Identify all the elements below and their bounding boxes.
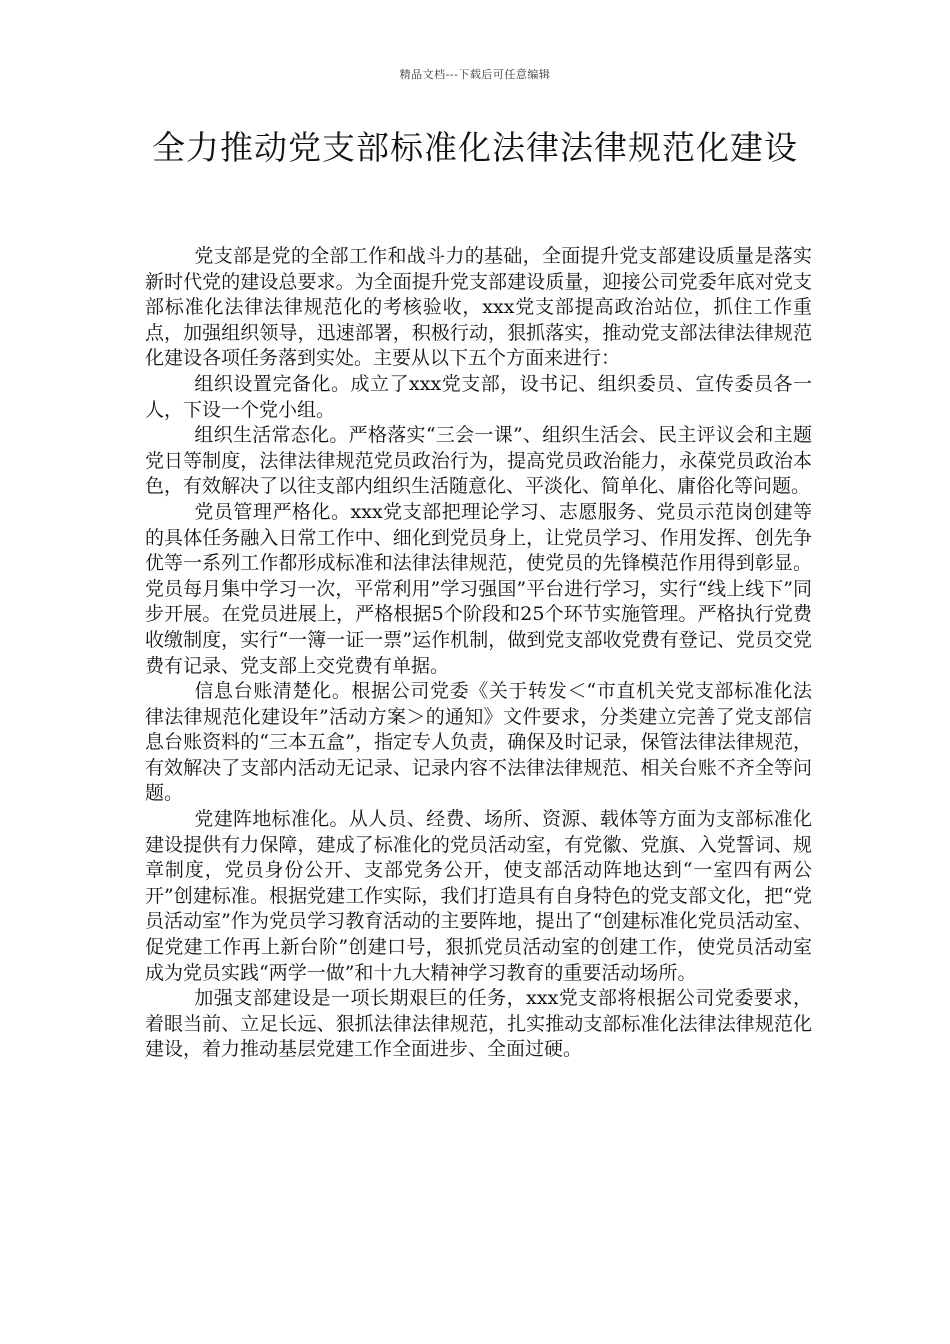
document-title: 全力推动党支部标准化法律法律规范化建设 bbox=[152, 128, 798, 167]
paragraph-conclusion: 加强支部建设是一项长期艰巨的任务，xxx党支部将根据公司党委要求，着眼当前、立足长远、狠抓法律法律规范，扎实推动支部标准化法律法律规范化建设，着力推动基层党建工作全面进步、全面过硬。 bbox=[145, 987, 812, 1061]
header-note: 精品文档---下载后可任意编辑 bbox=[399, 68, 551, 81]
document-body bbox=[145, 244, 812, 1063]
paragraph-intro: 党支部是党的全部工作和战斗力的基础，全面提升党支部建设质量是落实新时代党的建设总要求。为全面提升党支部建设质量，迎接公司党委年底对党支部标准化法律法律规范化的考核验收，xxx党支部提高政治站位，抓住工作重点，加强组织领导，迅速部署，积极行动，狠抓落实，推动党支部法律法律规范化建设各项任务落到实处。主要从以下五个方面来进行： bbox=[145, 245, 812, 370]
paragraph-organization-setup: 组织设置完备化。成立了xxx党支部，设书记、组织委员、宣传委员各一人，下设一个党小组。 bbox=[145, 372, 812, 421]
paragraph-activity-base: 党建阵地标准化。从人员、经费、场所、资源、载体等方面为支部标准化建设提供有力保障，建成了标准化的党员活动室，有党徽、党旗、入党誓词、规章制度，党员身份公开、支部党务公开，使支部活动阵地达到“一室四有两公开”创建标准。根据党建工作实际，我们打造具有自身特色的党支部文化，把“党员活动室”作为党员学习教育活动的主要阵地，提出了“创建标准化党员活动室、促党建工作再上新台阶”创建口号，狠抓党员活动室的创建工作，使党员活动室成为党员实践“两学一做”和十九大精神学习教育的重要活动场所。 bbox=[145, 808, 812, 984]
paragraph-organization-life: 组织生活常态化。严格落实“三会一课”、组织生活会、民主评议会和主题党日等制度，法律法律规范党员政治行为，提高党员政治能力，永葆党员政治本色，有效解决了以往支部内组织生活随意化、平淡化、简单化、庸俗化等问题。 bbox=[145, 424, 812, 498]
paragraph-information-ledger: 信息台账清楚化。根据公司党委《关于转发＜“市直机关党支部标准化法律法律规范化建设年”活动方案＞的通知》文件要求，分类建立完善了党支部信息台账资料的“三本五盒”，指定专人负责，确保及时记录，保管法律法律规范，有效解决了支部内活动无记录、记录内容不法律法律规范、相关台账不齐全等问题。 bbox=[145, 680, 812, 805]
paragraph-member-management: 党员管理严格化。xxx党支部把理论学习、志愿服务、党员示范岗创建等的具体任务融入日常工作中、细化到党员身上，让党员学习、作用发挥、创先争优等一系列工作都形成标准和法律法律规范，使党员的先锋模范作用得到彰显。党员每月集中学习一次，平常利用”学习强国”平台进行学习，实行“线上线下”同步开展。在党员进展上，严格根据5个阶段和25个环节实施管理。严格执行党费收缴制度，实行“一簿一证一票”运作机制，做到党支部收党费有登记、党员交党费有记录、党支部上交党费有单据。 bbox=[145, 500, 812, 677]
